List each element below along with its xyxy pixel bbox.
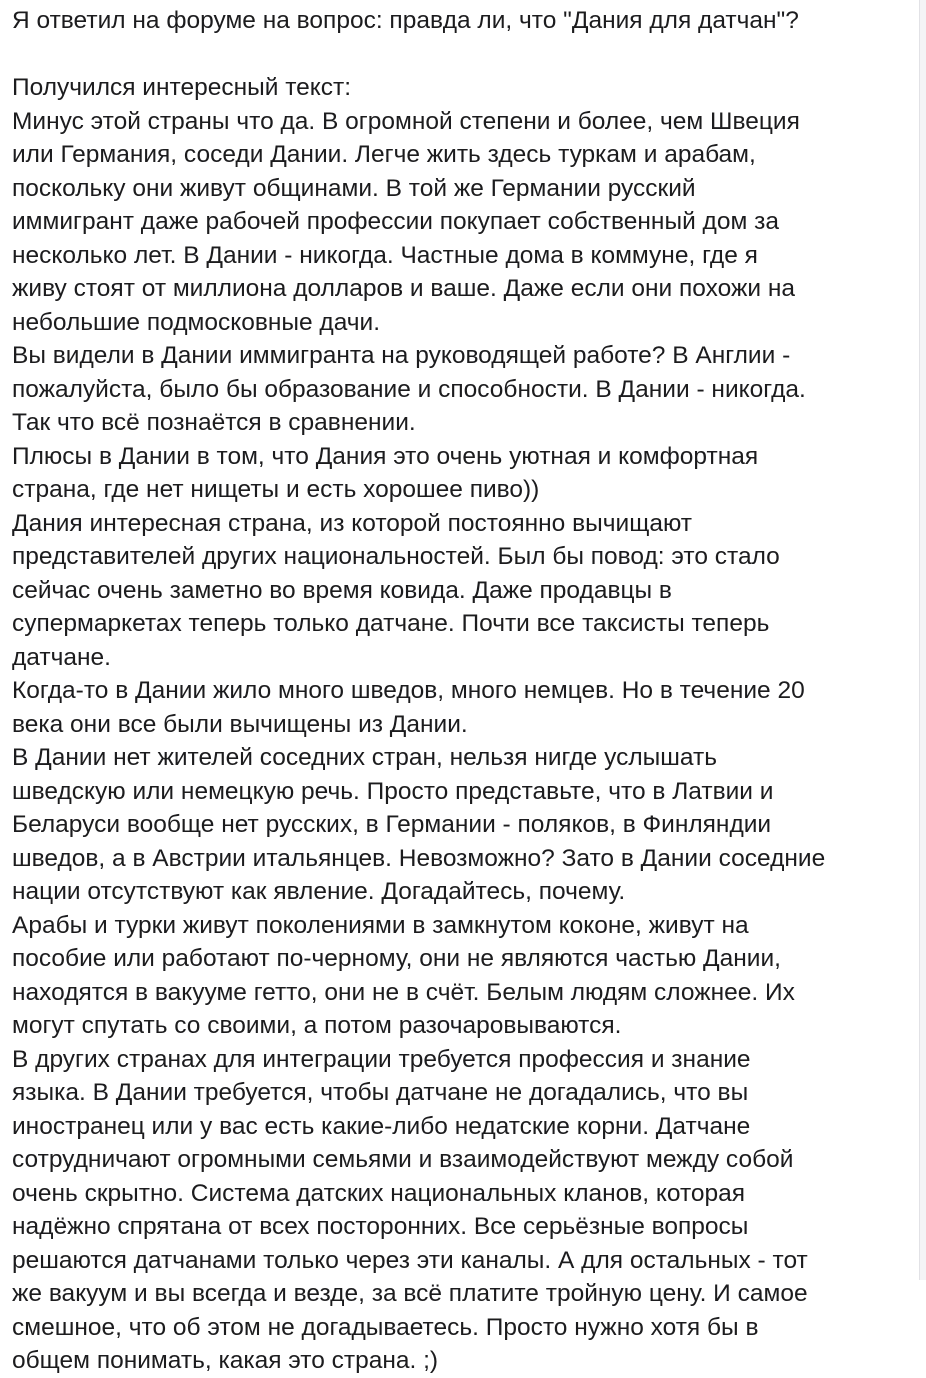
post-line: пособие или работают по-черному, они не являются частью Дании, xyxy=(12,945,781,972)
post-line: Я ответил на форуме на вопрос: правда ли, что "Дания для датчан"? xyxy=(12,7,799,34)
post-line: иностранец или у вас есть какие-либо недатские корни. Датчане xyxy=(12,1112,751,1140)
post-line: В других странах для интеграции требуется профессия и знание xyxy=(12,1045,751,1073)
post-line: несколько лет. В Дании - никогда. Частные дома в коммуне, где я xyxy=(12,241,758,269)
post-line: иммигрант даже рабочей профессии покупает собственный дом за xyxy=(12,208,779,235)
post-line: смешное, что об этом не догадываетесь. Просто нужно хотя бы в xyxy=(12,1313,759,1341)
post-line: могут спутать со своими, а потом разочаровываются. xyxy=(12,1012,622,1039)
post-line: сотрудничают огромными семьями и взаимодействуют между собой xyxy=(12,1146,794,1173)
post-line: языка. В Дании требуется, чтобы датчане не догадались, что вы xyxy=(12,1079,749,1106)
post-line: страна, где нет нищеты и есть хорошее пиво)) xyxy=(12,476,540,503)
post-line: очень скрытно. Система датских национальных кланов, которая xyxy=(12,1179,746,1207)
post-body xyxy=(12,4,912,1378)
post-blank-line xyxy=(12,38,912,72)
post-line: Минус этой страны что да. В огромной степени и более, чем Швеция xyxy=(12,107,800,135)
post-line: небольшие подмосковные дачи. xyxy=(12,308,381,336)
post-line: же вакуум и вы всегда и везде, за всё платите тройную цену. И самое xyxy=(12,1280,808,1307)
post-line: пожалуйста, было бы образование и способности. В Дании - никогда. xyxy=(12,375,806,403)
post-line: супермаркетах теперь только датчане. Почти все таксисты теперь xyxy=(12,610,770,637)
post-line: датчане. xyxy=(12,643,111,671)
post-line: Плюсы в Дании в том, что Дания это очень уютная и комфортная xyxy=(12,442,759,470)
post-line: В Дании нет жителей соседних стран, нельзя нигде услышать xyxy=(12,744,717,771)
post-line: представителей других национальностей. Был бы повод: это стало xyxy=(12,543,780,570)
post-line: Беларуси вообще нет русских, в Германии - поляков, в Финляндии xyxy=(12,811,772,838)
post-line: Когда-то в Дании жило много шведов, много немцев. Но в течение 20 xyxy=(12,677,805,704)
post-line: Вы видели в Дании иммигранта на руководящей работе? В Англии - xyxy=(12,342,791,369)
post-line: Так что всё познаётся в сравнении. xyxy=(12,409,416,436)
post-line: надёжно спрятана от всех посторонних. Все серьёзные вопросы xyxy=(12,1213,749,1240)
post-line: находятся в вакууме гетто, они не в счёт. Белым людям сложнее. Их xyxy=(12,978,795,1006)
post-line: общем понимать, какая это страна. ;) xyxy=(12,1347,439,1374)
post-line: поскольку они живут общинами. В той же Германии русский xyxy=(12,174,696,202)
post-line: Арабы и турки живут поколениями в замкнутом коконе, живут на xyxy=(12,911,749,939)
post-line: живу стоят от миллиона долларов и ваше. Даже если они похожи на xyxy=(12,275,795,302)
post-line: нации отсутствуют как явление. Догадайтесь, почему. xyxy=(12,878,626,905)
post-line: шведскую или немецкую речь. Просто представьте, что в Латвии и xyxy=(12,777,774,805)
post-line: века они все были вычищены из Дании. xyxy=(12,710,468,738)
post-line: шведов, а в Австрии итальянцев. Невозможно? Зато в Дании соседние xyxy=(12,844,826,872)
post-line: или Германия, соседи Дании. Легче жить здесь туркам и арабам, xyxy=(12,141,756,168)
post-line: решаются датчанами только через эти каналы. А для остальных - тот xyxy=(12,1246,808,1274)
post-line: Получился интересный текст: xyxy=(12,74,352,101)
scrollbar-track[interactable] xyxy=(919,0,926,1280)
post-line: Дания интересная страна, из которой постоянно вычищают xyxy=(12,509,693,537)
post-line: сейчас очень заметно во время ковида. Даже продавцы в xyxy=(12,576,672,604)
